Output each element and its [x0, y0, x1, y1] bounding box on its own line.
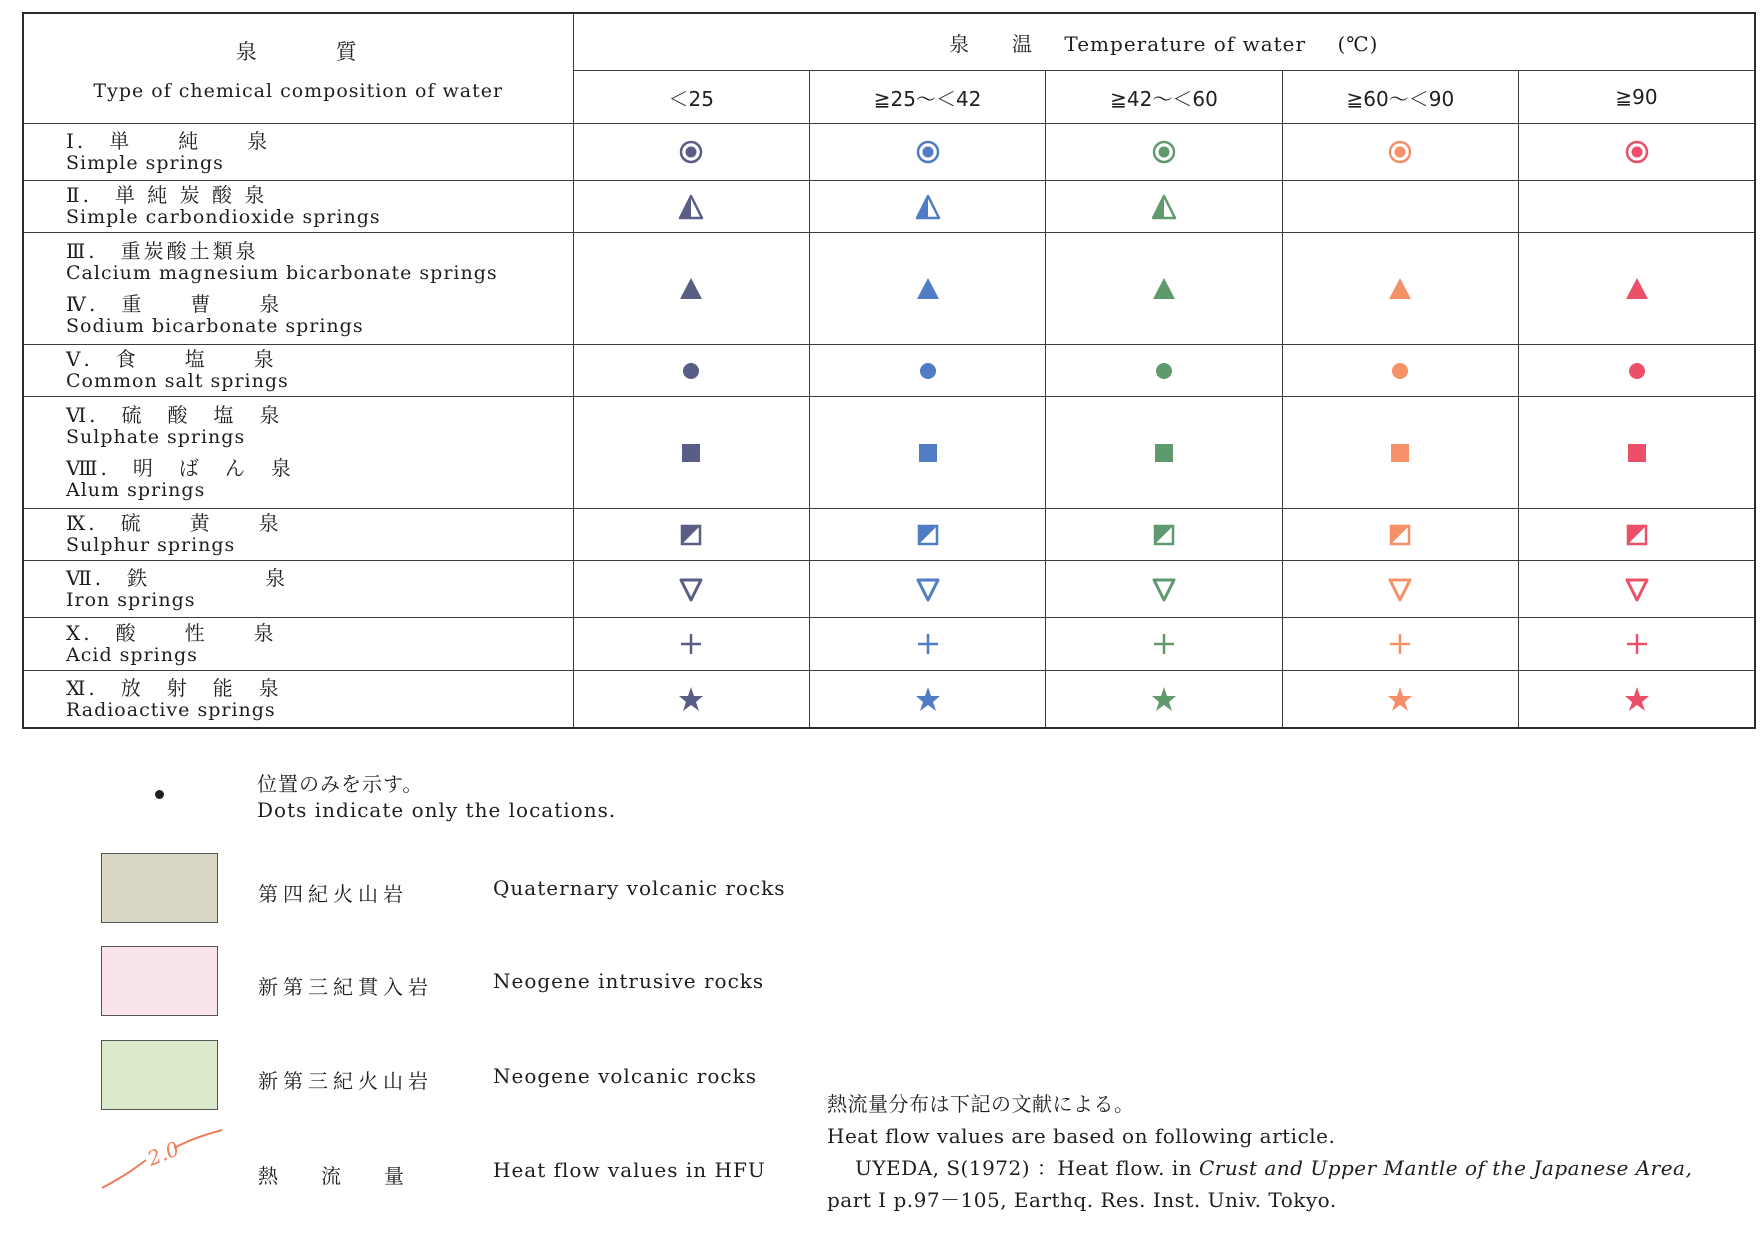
header-type-cell [23, 13, 573, 124]
triangle-icon [1385, 274, 1415, 304]
dot-icon [913, 356, 943, 386]
symbol-cell [809, 181, 1045, 233]
half-triangle-icon [676, 192, 706, 222]
spring-type-row [23, 124, 1755, 181]
heat-flow-contour-icon [98, 1126, 228, 1194]
neovolc-label-en: Neogene volcanic rocks [493, 1064, 757, 1088]
band-header-2: ≧25～＜42 [809, 71, 1045, 124]
half-square-icon [1385, 520, 1415, 550]
header-temp-jp: 泉 温 [949, 31, 1034, 56]
symbol-cell [573, 671, 809, 728]
symbol-cell [1046, 396, 1282, 508]
symbol-cell [1046, 124, 1282, 181]
spring-type-row [23, 509, 1755, 561]
spring-type-cell [23, 232, 573, 344]
note-reference-line [827, 1152, 1692, 1184]
star-icon [1149, 684, 1179, 714]
spring-type-row [23, 561, 1755, 618]
symbol-cell [1519, 124, 1755, 181]
symbol-cell [1282, 618, 1518, 671]
symbol-cell [1282, 509, 1518, 561]
header-temp-unit: (℃) [1337, 31, 1379, 56]
spring-type-en: Acid springs [66, 643, 198, 666]
symbol-cell [1282, 561, 1518, 618]
spring-type-row [23, 618, 1755, 671]
spring-type-en: Sulphate springs [66, 425, 246, 448]
triangle-icon [913, 274, 943, 304]
symbol-cell [809, 561, 1045, 618]
spring-type-cell [23, 396, 573, 508]
quaternary-label-en: Quaternary volcanic rocks [493, 876, 786, 900]
spring-type-row [23, 671, 1755, 728]
quaternary-volcanic-swatch [101, 853, 218, 923]
spring-type-jp: Ⅹ. 酸 性 泉 [66, 620, 277, 645]
half-square-icon [1622, 520, 1652, 550]
square-icon [1385, 438, 1415, 468]
symbol-cell [1282, 671, 1518, 728]
spring-legend-table [22, 12, 1756, 729]
reference-author: UYEDA, S(1972) [855, 1156, 1031, 1180]
spring-type-en: Calcium magnesium bicarbonate springs [66, 261, 498, 284]
note-line-en: Heat flow values are based on following article. [827, 1124, 1336, 1148]
symbol-cell [573, 561, 809, 618]
square-icon [676, 438, 706, 468]
spring-type-en: Sodium bicarbonate springs [66, 314, 364, 337]
double-circle-icon [1385, 137, 1415, 167]
spring-type-cell [23, 618, 573, 671]
reference-title: Crust and Upper Mantle of the Japanese Area, [1198, 1156, 1693, 1180]
symbol-cell [1282, 396, 1518, 508]
symbol-cell [809, 345, 1045, 397]
location-dot-icon [155, 790, 164, 799]
double-circle-icon [676, 137, 706, 167]
reference-mid: ：Heat flow. in [1036, 1156, 1193, 1180]
spring-type-en: Simple carbondioxide springs [66, 206, 381, 229]
symbol-cell [1282, 181, 1518, 233]
heat-flow-value: 2.0 [144, 1136, 183, 1171]
intrusive-label-jp: 新第三紀貫入岩 [258, 975, 433, 999]
spring-type-en: Simple springs [66, 151, 224, 174]
inverted-triangle-icon [1622, 574, 1652, 604]
symbol-cell [1282, 232, 1518, 344]
symbol-cell [809, 618, 1045, 671]
symbol-cell [809, 509, 1045, 561]
half-square-icon [913, 520, 943, 550]
band-header-5: ≧90 [1519, 71, 1755, 124]
symbol-cell [809, 124, 1045, 181]
band-header-3: ≧42～＜60 [1046, 71, 1282, 124]
symbol-cell [809, 232, 1045, 344]
symbol-cell [1519, 345, 1755, 397]
symbol-cell [1519, 396, 1755, 508]
triangle-icon [676, 274, 706, 304]
inverted-triangle-icon [676, 574, 706, 604]
inverted-triangle-icon [1149, 574, 1179, 604]
header-temperature-cell [573, 13, 1755, 71]
reference-tail: part Ⅰ p.97－105, Earthq. Res. Inst. Univ. Tokyo. [827, 1188, 1337, 1212]
spring-type-cell [23, 509, 573, 561]
spring-type-en: Sulphur springs [66, 534, 236, 557]
symbol-cell [1519, 618, 1755, 671]
symbol-cell [1046, 618, 1282, 671]
symbol-cell [573, 181, 809, 233]
neogene-volcanic-swatch [101, 1040, 218, 1110]
spring-type-row [23, 396, 1755, 508]
symbol-cell [573, 345, 809, 397]
spring-type-jp: Ⅴ. 食 塩 泉 [66, 347, 277, 372]
dot-legend-en: Dots indicate only the locations. [257, 798, 617, 822]
dot-icon [676, 356, 706, 386]
symbol-cell [1046, 671, 1282, 728]
spring-type-en: Common salt springs [66, 370, 289, 393]
intrusive-label-en: Neogene intrusive rocks [493, 969, 765, 993]
spring-type-jp: Ⅸ. 硫 黄 泉 [66, 511, 282, 536]
spring-type-jp: Ⅳ. 重 曹 泉 [66, 291, 283, 316]
band-header-4: ≧60～＜90 [1282, 71, 1518, 124]
symbol-cell [573, 232, 809, 344]
heatflow-label-jp: 熱 流 量 [258, 1164, 405, 1188]
symbol-cell [1519, 232, 1755, 344]
symbol-cell [1519, 561, 1755, 618]
spring-type-row [23, 345, 1755, 397]
spring-type-row [23, 181, 1755, 233]
inverted-triangle-icon [1385, 574, 1415, 604]
star-icon [1385, 684, 1415, 714]
symbol-cell [1046, 345, 1282, 397]
double-circle-icon [1622, 137, 1652, 167]
reference-note [827, 1088, 1692, 1216]
quaternary-label-jp: 第四紀火山岩 [258, 882, 408, 906]
spring-type-en: Radioactive springs [66, 698, 276, 721]
half-square-icon [1149, 520, 1179, 550]
square-icon [1622, 438, 1652, 468]
spring-type-cell [23, 345, 573, 397]
header-type-en: Type of chemical composition of water [93, 79, 504, 102]
triangle-icon [1149, 274, 1179, 304]
symbol-cell [1519, 181, 1755, 233]
half-triangle-icon [913, 192, 943, 222]
spring-type-cell [23, 561, 573, 618]
spring-type-jp: Ⅶ. 鉄 泉 [66, 565, 289, 590]
spring-type-row [23, 232, 1755, 344]
dot-icon [1385, 356, 1415, 386]
spring-type-jp: Ⅲ. 重炭酸土類泉 [66, 238, 259, 263]
symbol-cell [573, 618, 809, 671]
plus-icon [1149, 629, 1179, 659]
heatflow-label-en: Heat flow values in HFU [493, 1158, 766, 1182]
dot-icon [1149, 356, 1179, 386]
plus-icon [1385, 629, 1415, 659]
symbol-cell [1046, 181, 1282, 233]
symbol-cell [809, 396, 1045, 508]
symbol-cell [1282, 345, 1518, 397]
plus-icon [676, 629, 706, 659]
spring-type-jp: Ⅺ. 放 射 能 泉 [66, 675, 282, 700]
spring-type-cell [23, 181, 573, 233]
plus-icon [913, 629, 943, 659]
spring-type-jp: Ⅷ. 明 ば ん 泉 [66, 455, 294, 480]
symbol-cell [1519, 509, 1755, 561]
symbol-cell [1519, 671, 1755, 728]
inverted-triangle-icon [913, 574, 943, 604]
spring-rows [23, 124, 1755, 729]
double-circle-icon [1149, 137, 1179, 167]
plus-icon [1622, 629, 1652, 659]
double-circle-icon [913, 137, 943, 167]
symbol-cell [809, 671, 1045, 728]
spring-type-cell [23, 124, 573, 181]
neovolc-label-jp: 新第三紀火山岩 [258, 1069, 433, 1093]
spring-type-jp: Ⅵ. 硫 酸 塩 泉 [66, 402, 283, 427]
spring-type-jp: Ⅰ. 単 純 泉 [66, 128, 271, 153]
spring-type-jp: Ⅱ. 単 純 炭 酸 泉 [66, 183, 268, 208]
triangle-icon [1622, 274, 1652, 304]
symbol-cell [1046, 561, 1282, 618]
spring-type-cell [23, 671, 573, 728]
spring-type-en: Iron springs [66, 588, 196, 611]
note-line-jp: 熱流量分布は下記の文献による。 [827, 1092, 1135, 1116]
star-icon [913, 684, 943, 714]
spring-type-en: Alum springs [66, 478, 206, 501]
square-icon [1149, 438, 1179, 468]
star-icon [676, 684, 706, 714]
header-type-jp: 泉 質 [235, 39, 361, 64]
neogene-intrusive-swatch [101, 946, 218, 1016]
header-temp-en: Temperature of water [1064, 31, 1307, 56]
half-triangle-icon [1149, 192, 1179, 222]
symbol-cell [1046, 509, 1282, 561]
symbol-cell [573, 509, 809, 561]
symbol-cell [1282, 124, 1518, 181]
symbol-cell [573, 396, 809, 508]
dot-legend-jp: 位置のみを示す。 [257, 772, 424, 796]
band-header-1: ＜25 [573, 71, 809, 124]
symbol-cell [573, 124, 809, 181]
star-icon [1622, 684, 1652, 714]
half-square-icon [676, 520, 706, 550]
square-icon [913, 438, 943, 468]
dot-icon [1622, 356, 1652, 386]
symbol-cell [1046, 232, 1282, 344]
